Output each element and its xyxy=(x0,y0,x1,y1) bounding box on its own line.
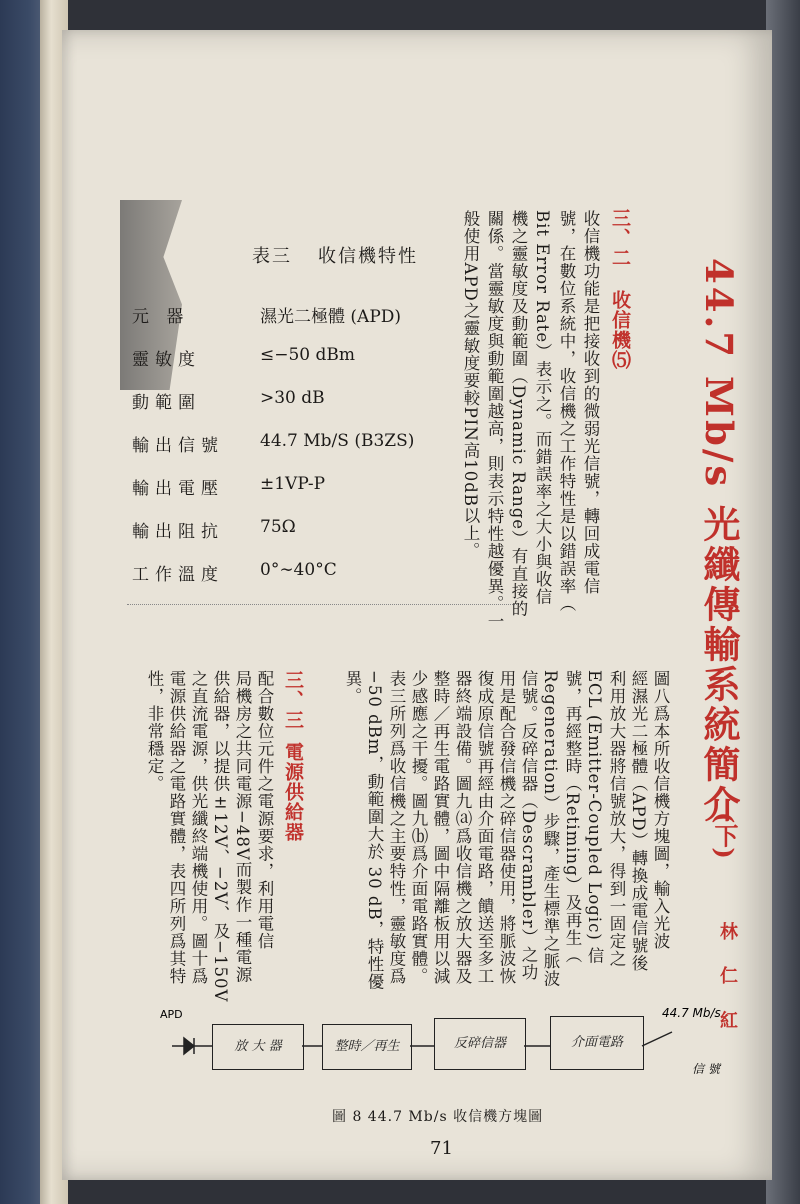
section-3-3-column: 性，非常穩定。 xyxy=(145,670,164,793)
table-row-value: 濕光二極體 (APD) xyxy=(260,307,402,327)
table-row-value: >30 dB xyxy=(260,388,325,408)
section-3-3-column: 之直流電源，供光纖終端機使用。圖十爲 xyxy=(189,670,208,985)
table-row-label: 工作溫度 xyxy=(132,565,224,585)
table-row-value: 0°∼40°C xyxy=(260,560,337,580)
diagram-output-label-2: 信 號 xyxy=(692,1062,720,1076)
figure-8-text-column: 表三所列爲收信機之主要特性，靈敏度爲 xyxy=(387,670,406,985)
section-3-2-column: 機之靈敏度及動範圍（Dynamic Range）有直接的 xyxy=(509,210,528,618)
section-3-3-column: 電源供給器之電路實體，表四所列爲其特 xyxy=(167,670,186,985)
section-3-2-column: 號，在數位系統中，收信機之工作特性是以錯誤率（ xyxy=(557,210,576,613)
section-3-2-column: 般使用APD之靈敏度要較PIN高10dB以上。 xyxy=(461,210,480,560)
table-row-label: 輸出信號 xyxy=(132,436,224,456)
section-3-2-heading: 收信機⑸ xyxy=(609,290,631,370)
section-3-2-number: 三、二 xyxy=(609,208,631,268)
table-row-label: 元 器 xyxy=(132,307,190,327)
figure-8-text-column: 異。 xyxy=(343,670,362,705)
page-number: 71 xyxy=(430,1138,453,1159)
table-title xyxy=(252,242,444,268)
diagram-output-label: 44.7 Mb/s xyxy=(662,1006,721,1020)
table-label: 表三 xyxy=(252,246,292,267)
table-row-label: 動範圍 xyxy=(132,393,201,413)
figure-8-text-column: 復成原信號再經由介面電路，饋送至多工 xyxy=(475,670,494,985)
section-3-2-column: Bit Error Rate）表示之。而錯誤率之大小與收信 xyxy=(533,210,552,606)
figure-8-text-column: 用是配合發信機之碎信器使用，將脈波恢 xyxy=(497,670,516,985)
section-3-2-column: 收信機功能是把接收到的微弱光信號，轉回成電信 xyxy=(581,210,600,595)
figure-caption: 圖 8 44.7 Mb/s 收信機方塊圖 xyxy=(332,1109,544,1125)
table-bottom-rule xyxy=(127,604,527,606)
section-3-2-column: 關係。當靈敏度與動範圍越高，則表示特性越優異。一 xyxy=(485,210,504,630)
table-row-label: 輸出電壓 xyxy=(132,479,224,499)
table-row-value: 44.7 Mb/S (B3ZS) xyxy=(260,431,415,451)
diagram-block: 整時／再生 xyxy=(322,1024,412,1070)
diagram-block: 反碎信器 xyxy=(434,1018,526,1070)
figure-8-text-column: 圖八爲本所收信機方塊圖，輸入光波 xyxy=(651,670,670,950)
article-title-sub: (下) xyxy=(710,812,739,859)
article-title: 44.7 Mb/s 光纖傳輸系統簡介 xyxy=(697,258,741,826)
diagram-block: 放 大 器 xyxy=(212,1024,304,1070)
table-row-value: ≤−50 dBm xyxy=(260,345,356,365)
figure-8-text-column: Regeneration）步驟，產生標準之脈波 xyxy=(541,670,560,988)
figure-8-text-column: −50 dBm，動範圍大於 30 dB，特性優 xyxy=(365,670,384,991)
figure-8-text-column: 整時／再生電路實體，圖中隔離板用以減 xyxy=(431,670,450,985)
figure-8-text-column: 經濕光二極體（APD）轉換成電信號後 xyxy=(629,670,648,972)
section-3-3-number: 三、三 xyxy=(282,670,304,730)
figure-8-text-column: 信號。反碎信器（Descrambler）之功 xyxy=(519,670,538,982)
figure-8-text-column: 少感應之干擾。圖九⒝爲介面電路實體。 xyxy=(409,670,428,985)
table-row-value: ±1VP-P xyxy=(260,474,326,494)
table-row-label: 靈敏度 xyxy=(132,350,201,370)
table-row-label: 輸出阻抗 xyxy=(132,522,224,542)
section-3-3-column: 局機房之共同電源−48V而製作一種電源 xyxy=(233,670,252,984)
article-author: 林 仁 紅 xyxy=(717,922,738,1039)
section-3-3-column: 供給器，以提供±12V、−2V、及−150V xyxy=(211,670,230,1003)
diagram-block: 介面電路 xyxy=(550,1016,644,1070)
book-page xyxy=(62,30,772,1180)
diagram-input-label: APD xyxy=(160,1008,183,1021)
section-3-3-column: 配合數位元件之電源要求，利用電信 xyxy=(255,670,274,950)
table-caption: 收信機特性 xyxy=(318,246,418,267)
section-3-3-heading: 電源供給器 xyxy=(282,742,304,842)
block-diagram xyxy=(152,1004,772,1094)
figure-8-text-column: 號，再經整時（Retiming）及再生（ xyxy=(563,670,582,965)
table-row-value: 75Ω xyxy=(260,517,296,537)
figure-8-text-column: 器終端設備。圖九⒜爲收信機之放大器及 xyxy=(453,670,472,985)
figure-8-text-column: ECL (Emitter-Coupled Logic) 信 xyxy=(585,670,604,965)
figure-8-text-column: 利用放大器將信號放大，得到一固定之 xyxy=(607,670,626,968)
